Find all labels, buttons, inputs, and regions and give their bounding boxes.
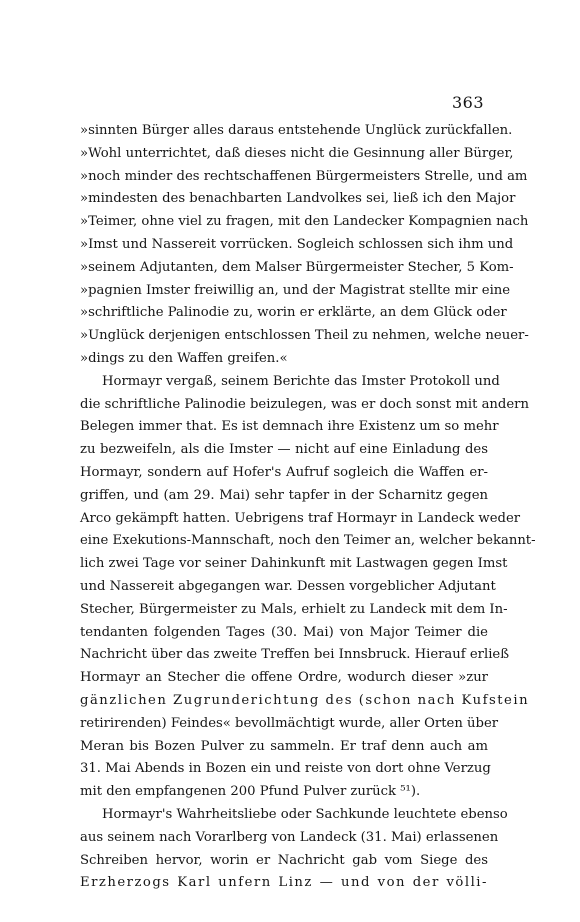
text-line: und Nassereit abgegangen war. Dessen vorgeblicher Adjutant — [80, 578, 496, 594]
text-line: Hormayr an Stecher die offene Ordre, wodurch dieser »zur — [80, 670, 488, 686]
text-line: lich zwei Tage vor seiner Dahinkunft mit Lastwagen gegen Imst — [80, 556, 508, 572]
text-line: »Teimer, ohne viel zu fragen, mit den Landecker Kompagnien nach — [80, 214, 529, 230]
text-line: »pagnien Imster freiwillig an, und der Magistrat stellte mir eine — [80, 282, 511, 298]
text-line: »Unglück derjenigen entschlossen Theil zu nehmen, welche neuer- — [80, 328, 529, 344]
text-line: Stecher, Bürgermeister zu Mals, erhielt zu Landeck mit dem In- — [80, 601, 508, 617]
text-line: Nachricht über das zweite Treffen bei Innsbruck. Hierauf erließ — [80, 647, 510, 663]
text-line: griffen, und (am 29. Mai) sehr tapfer in der Scharnitz gegen — [80, 487, 488, 503]
text-line: eine Exekutions-Mannschaft, noch den Teimer an, welcher bekannt- — [80, 533, 536, 549]
text-line: Schreiben hervor, worin er Nachricht gab vom Siege des — [80, 852, 488, 868]
body-text — [80, 120, 536, 895]
text-line: »Wohl unterrichtet, daß dieses nicht die Gesinnung aller Bürger, — [80, 145, 514, 161]
text-line: Belegen immer that. Es ist demnach ihre Existenz um so mehr — [80, 419, 499, 435]
text-line: tendanten folgenden Tages (30. Mai) von Major Teimer die — [80, 624, 488, 640]
text-line: gänzlichen Zugrunderichtung des (schon nach Kufstein — [80, 692, 530, 708]
text-line: »dings zu den Waffen greifen.« — [80, 350, 288, 366]
text-line: »Imst und Nassereit vorrücken. Sogleich schlossen sich ihm und — [80, 236, 514, 252]
text-line: »mindesten des benachbarten Landvolkes sei, ließ ich den Major — [80, 191, 516, 207]
text-line: zu bezweifeln, als die Imster — nicht auf eine Einladung des — [80, 442, 488, 458]
text-line: »noch minder des rechtschaffenen Bürgermeisters Strelle, und am — [80, 168, 528, 184]
text-line: 31. Mai Abends in Bozen ein und reiste von dort ohne Verzug — [80, 761, 491, 777]
text-line: aus seinem nach Vorarlberg von Landeck (31. Mai) erlassenen — [80, 829, 499, 845]
text-line: »seinem Adjutanten, dem Malser Bürgermeister Stecher, 5 Kom- — [80, 259, 514, 275]
text-line: mit den empfangenen 200 Pfund Pulver zurück ⁵¹). — [80, 784, 421, 800]
text-line: retirirenden) Feindes« bevollmächtigt wurde, aller Orten über — [80, 715, 499, 731]
text-line: »sinnten Bürger alles daraus entstehende Unglück zurückfallen. — [80, 123, 513, 138]
paragraph-first-line: Hormayr's Wahrheitsliebe oder Sachkunde leuchtete ebenso — [102, 806, 508, 822]
text-line: Meran bis Bozen Pulver zu sammeln. Er traf denn auch am — [80, 738, 488, 754]
text-line: die schriftliche Palinodie beizulegen, was er doch sonst mit andern — [80, 396, 529, 412]
page-number: 363 — [452, 93, 485, 112]
text-line: Erzherzogs Karl unfern Linz — und von der völli- — [80, 875, 488, 891]
paragraph-first-line: Hormayr vergaß, seinem Berichte das Imster Protokoll und — [102, 373, 500, 389]
text-line: »schriftliche Palinodie zu, worin er erklärte, an dem Glück oder — [80, 305, 507, 321]
text-line: Hormayr, sondern auf Hofer's Aufruf sogleich die Waffen er- — [80, 464, 488, 480]
text-line: Arco gekämpft hatten. Uebrigens traf Hormayr in Landeck weder — [80, 510, 521, 526]
